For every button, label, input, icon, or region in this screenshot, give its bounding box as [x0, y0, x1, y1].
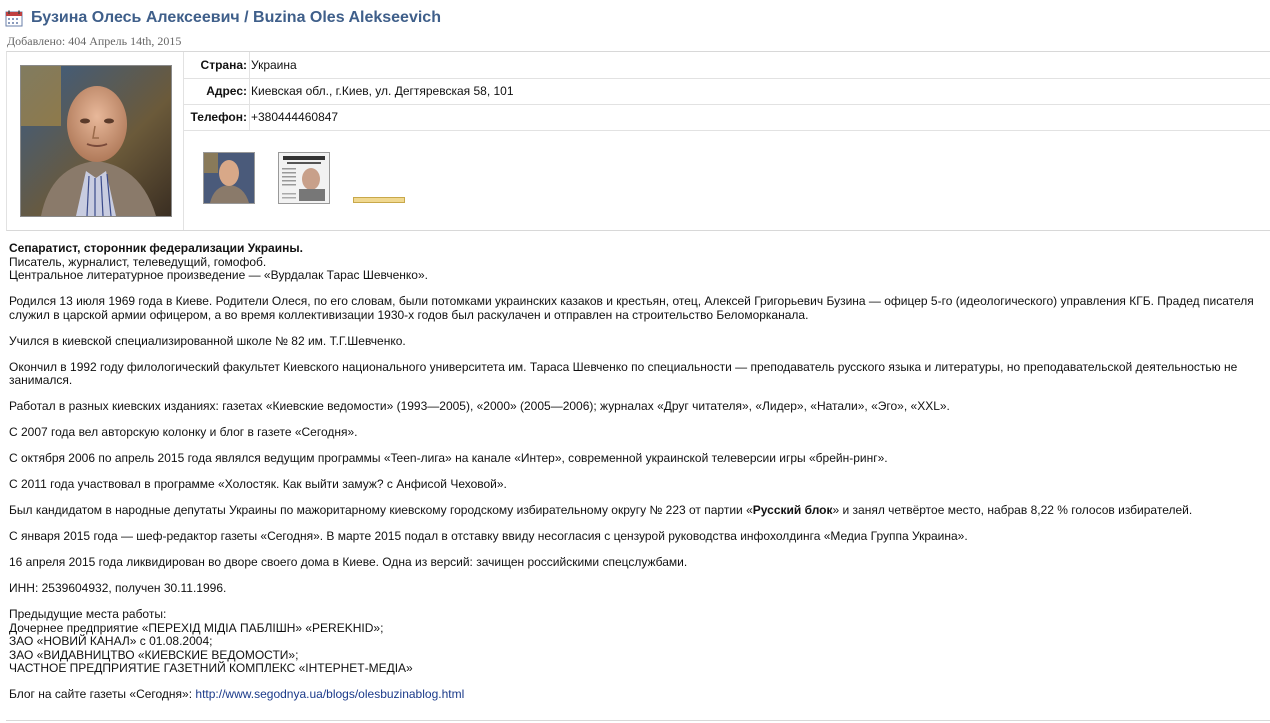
- page-title[interactable]: Бузина Олесь Алексеевич / Buzina Oles Alekseevich: [31, 9, 441, 26]
- paragraph-editor: С января 2015 года — шеф-редактор газеты «Сегодня». В марте 2015 подал в отставку ввиду несогласия с цензурой руководства инфохолдинга «Медиа Группа Украина».: [9, 529, 968, 543]
- previous-job-item: ЗАО «НОВИЙ КАНАЛ» с 01.08.2004;: [9, 634, 213, 648]
- paragraph-death: 16 апреля 2015 года ликвидирован во дворе своего дома в Киеве. Одна из версий: зачищен российскими спецслужбами.: [9, 555, 688, 569]
- lead-block: [9, 242, 1270, 283]
- blog-line: [9, 688, 1270, 702]
- info-table: [184, 52, 1270, 230]
- biography: [9, 242, 1270, 714]
- profile-photo[interactable]: [20, 65, 172, 217]
- blog-link[interactable]: http://www.segodnya.ua/blogs/olesbuzinablog.html: [195, 687, 465, 701]
- paragraph-birth-line-1: Родился 13 июля 1969 года в Киеве. Родители Олеся, по его словам, были потомками украинских казаков и крестьян, отец, Алексей Григорьевич Бузина — офицер 5-го (идеологического) управления КГБ. Прадед писателя: [9, 294, 1254, 308]
- previous-jobs: [9, 608, 1270, 676]
- paragraph-show: С 2011 года участвовал в программе «Холостяк. Как выйти замуж? с Анфисой Чеховой».: [9, 477, 507, 491]
- party-name: Русский блок: [752, 503, 833, 517]
- lead-bold: Сепаратист, сторонник федерализации Украины.: [9, 241, 303, 255]
- paragraph-birth: [9, 295, 1270, 322]
- gallery-thumb-photo[interactable]: [203, 152, 255, 204]
- page-header: [5, 7, 441, 29]
- added-meta: Добавлено: 404 Апрель 14th, 2015: [7, 34, 182, 48]
- phone-value: +380444460847: [251, 110, 339, 124]
- gallery-thumb-article[interactable]: [278, 152, 330, 204]
- paragraph-tv: С октября 2006 по апрель 2015 года являлся ведущим программы «Teen-лига» на канале «Интер», современной украинской телеверсии игры «брейн-ринг».: [9, 451, 888, 465]
- paragraph-school: Учился в киевской специализированной школе № 82 им. Т.Г.Шевченко.: [9, 333, 406, 348]
- country-value: Украина: [251, 58, 297, 72]
- paragraph-election-post: » и занял четвёртое место, набрав 8,22 % голосов избирателей.: [832, 503, 1193, 517]
- country-row: [184, 52, 1270, 79]
- photo-cell: [7, 52, 184, 230]
- gallery-thumb-collapsed[interactable]: [353, 197, 405, 203]
- address-value: Киевская обл., г.Киев, ул. Дегтяревская 58, 101: [251, 84, 514, 98]
- paragraph-inn: ИНН: 2539604932, получен 30.11.1996.: [9, 581, 227, 595]
- paragraph-work: Работал в разных киевских изданиях: газетах «Киевские ведомости» (1993—2005), «2000» (2005—2006); журналах «Друг читателя», «Лидер», «Натали», «Эго», «XXL».: [9, 399, 950, 413]
- paragraph-birth-line-2: служил в царской армии офицером, а во время коллективизации 1930-х годов был раскулачен и отправлен на строительство Беломорканала.: [9, 307, 809, 322]
- previous-job-item: ЧАСТНОЕ ПРЕДПРИЯТИЕ ГАЗЕТНИЙ КОМПЛЕКС «ІНТЕРНЕТ-МЕДІА»: [9, 661, 413, 675]
- paragraph-university: [9, 361, 1270, 388]
- lead-line-2: Писатель, журналист, телеведущий, гомофоб.: [9, 254, 267, 269]
- previous-job-item: ЗАО «ВИДАВНИЦТВО «КИЕВСКИЕ ВЕДОМОСТИ»;: [9, 647, 299, 662]
- address-row: [184, 78, 1270, 105]
- paragraph-column: С 2007 года вел авторскую колонку и блог в газете «Сегодня».: [9, 425, 358, 439]
- lead-line-3: Центральное литературное произведение — «Вурдалак Тарас Шевченко».: [9, 268, 428, 282]
- paragraph-election-pre: Был кандидатом в народные депутаты Украины по мажоритарному киевскому городскому избирательному округу № 223 от партии «: [9, 503, 753, 517]
- paragraph-university-line-1: Окончил в 1992 году филологический факультет Киевского национального университета им. Тараса Шевченко по специальности — преподаватель русского языка и литературы, но преподавательской деятельностью не: [9, 359, 1238, 374]
- country-label: Страна:: [184, 52, 250, 78]
- profile-card: [6, 51, 1270, 231]
- paragraph-university-line-2: занимался.: [9, 373, 73, 387]
- bottom-divider: [6, 720, 1270, 721]
- address-label: Адрес:: [184, 78, 250, 104]
- previous-job-item: Дочернее предприятие «ПЕРЕХІД МІДІА ПАБЛІШН» «PEREKHID»;: [9, 620, 384, 635]
- phone-label: Телефон:: [184, 104, 250, 130]
- previous-jobs-title: Предыдущие места работы:: [9, 607, 167, 621]
- phone-row: [184, 104, 1270, 131]
- blog-label: Блог на сайте газеты «Сегодня»:: [9, 687, 196, 701]
- calendar-icon: [5, 10, 23, 27]
- paragraph-election: [9, 504, 1270, 518]
